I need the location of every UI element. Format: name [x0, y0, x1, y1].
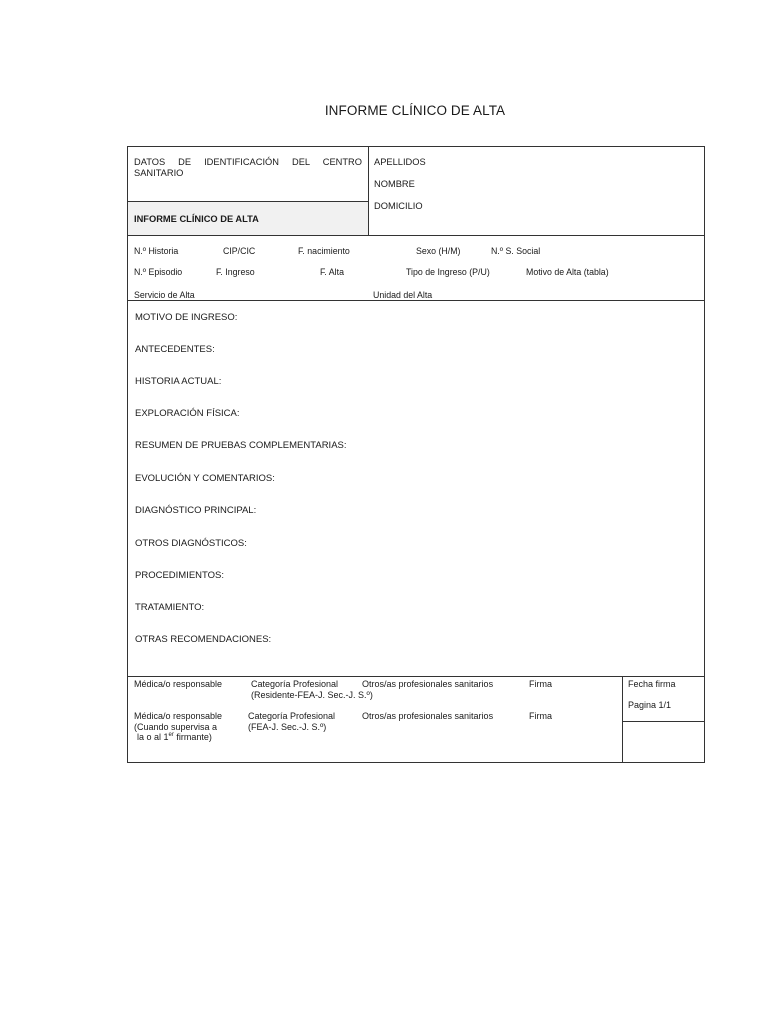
section-antecedentes: ANTECEDENTES:: [135, 344, 215, 355]
field-f-nacimiento: F. nacimiento: [298, 246, 350, 256]
sig2-line3-sup: er: [168, 732, 174, 738]
center-identification-label: DATOS DE IDENTIFICACIÓN DEL CENTRO SANITARIO: [134, 157, 362, 178]
sig2-others: Otros/as profesionales sanitarios: [362, 711, 494, 721]
field-apellidos: APELLIDOS: [374, 157, 426, 167]
sig1-responsible: Médica/o responsable: [134, 679, 223, 689]
section-procedimientos: PROCEDIMIENTOS:: [135, 570, 225, 581]
sig2-category-line2: (FEA-J. Sec.-J. S.º): [248, 721, 327, 732]
page-number-label: Pagina 1/1: [628, 700, 672, 710]
sections-bottom-rule: [128, 676, 704, 677]
sig2-line3-post: firmante): [173, 732, 212, 742]
date-signature-label: Fecha firma: [628, 679, 676, 689]
report-subtitle-box: [128, 201, 368, 235]
document-title: INFORME CLÍNICO DE ALTA: [324, 103, 506, 118]
section-evolucion: EVOLUCIÓN Y COMENTARIOS:: [135, 473, 275, 484]
field-unidad-alta: Unidad del Alta: [373, 290, 433, 300]
sig1-category: [251, 679, 373, 700]
sig1-category-line2: (Residente-FEA-J. Sec.-J. S.º): [251, 689, 373, 700]
sig2-responsible-line3: [134, 732, 222, 743]
field-nombre: NOMBRE: [374, 179, 415, 189]
field-tipo-ingreso: Tipo de Ingreso (P/U): [406, 267, 490, 277]
discharge-report-form: [127, 146, 705, 763]
sig2-line3-pre: la o al 1: [137, 732, 169, 742]
field-motivo-alta: Motivo de Alta (tabla): [526, 267, 609, 277]
field-f-ingreso: F. Ingreso: [216, 267, 255, 277]
sig2-responsible-line1: Médica/o responsable: [134, 711, 223, 721]
signature-divider: [622, 676, 623, 762]
report-subtitle: INFORME CLÍNICO DE ALTA: [134, 214, 259, 224]
section-diagnostico-principal: DIAGNÓSTICO PRINCIPAL:: [135, 505, 257, 516]
field-n-s-social: N.º S. Social: [491, 246, 541, 256]
field-f-alta: F. Alta: [320, 267, 344, 277]
header-bottom-rule: [128, 235, 704, 236]
date-box-rule: [622, 721, 704, 722]
sig1-category-line1: Categoría Profesional: [251, 679, 339, 689]
field-n-episodio: N.º Episodio: [134, 267, 183, 277]
field-domicilio: DOMICILIO: [374, 201, 423, 211]
section-otras-recomendaciones: OTRAS RECOMENDACIONES:: [135, 634, 272, 645]
sig1-signature: Firma: [529, 679, 552, 689]
field-servicio-alta: Servicio de Alta: [134, 290, 195, 300]
field-cip-cic: CIP/CIC: [223, 246, 256, 256]
sig2-category-line1: Categoría Profesional: [248, 711, 336, 721]
sig2-signature: Firma: [529, 711, 552, 721]
field-n-historia: N.º Historia: [134, 246, 179, 256]
field-sexo: Sexo (H/M): [416, 246, 461, 256]
section-pruebas-complementarias: RESUMEN DE PRUEBAS COMPLEMENTARIAS:: [135, 440, 347, 451]
header-divider: [368, 147, 369, 235]
section-otros-diagnosticos: OTROS DIAGNÓSTICOS:: [135, 538, 247, 549]
section-tratamiento: TRATAMIENTO:: [135, 602, 205, 613]
sig1-others: Otros/as profesionales sanitarios: [362, 679, 494, 689]
sig2-responsible-line2: (Cuando supervisa a: [134, 721, 218, 732]
sig2-responsible: [134, 711, 222, 743]
admission-bottom-rule: [128, 300, 704, 301]
section-motivo-ingreso: MOTIVO DE INGRESO:: [135, 312, 238, 323]
section-historia-actual: HISTORIA ACTUAL:: [135, 376, 222, 387]
sig2-category: [248, 711, 335, 732]
section-exploracion-fisica: EXPLORACIÓN FÍSICA:: [135, 408, 240, 419]
